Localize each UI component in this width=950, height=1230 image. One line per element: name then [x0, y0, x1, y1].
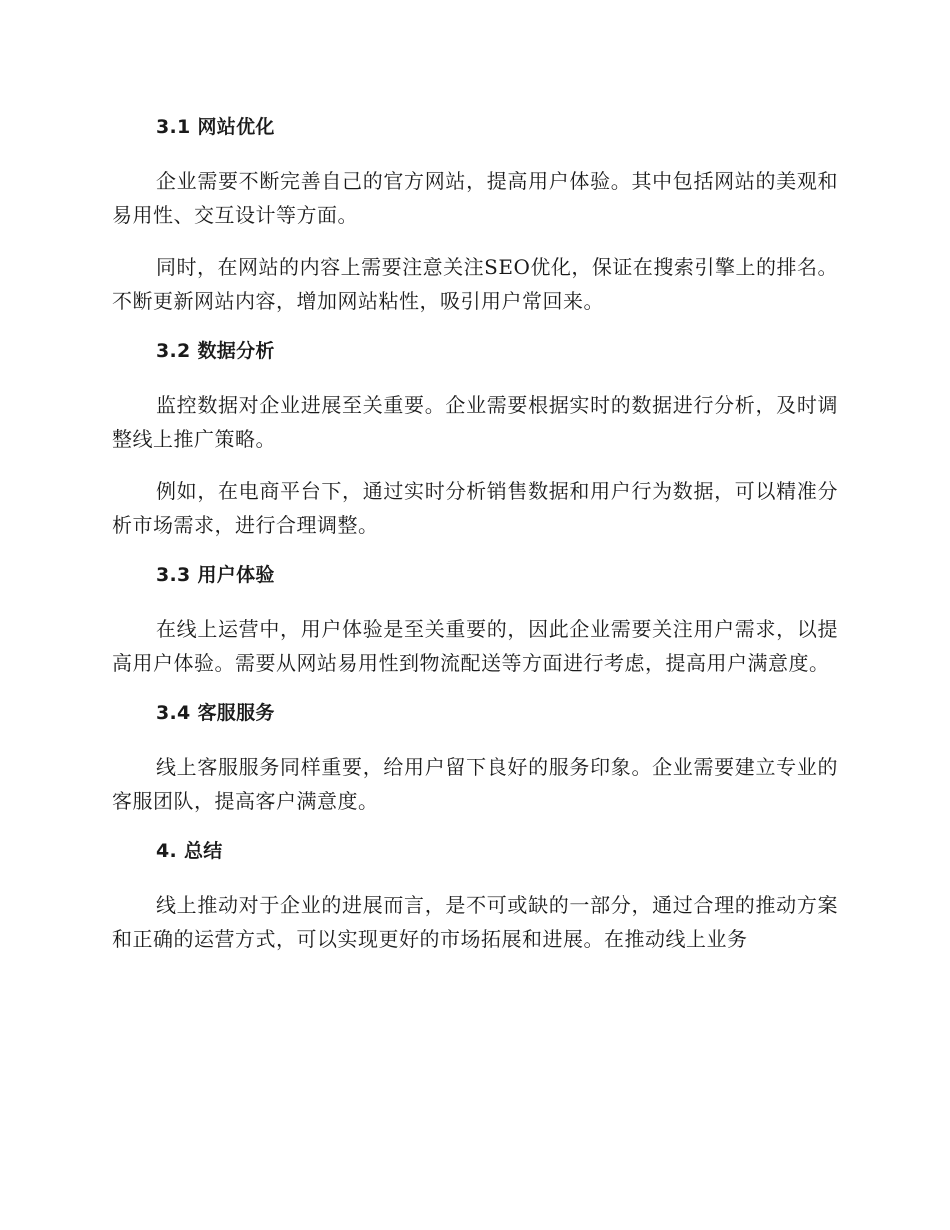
section-data-analysis: [112, 336, 838, 542]
paragraph: 例如，在电商平台下，通过实时分析销售数据和用户行为数据，可以精准分析市场需求，进行合理调整。: [112, 479, 838, 537]
section-heading: 4. 总结: [156, 840, 223, 862]
section-customer-service: [112, 698, 838, 818]
section-heading: 3.1 网站优化: [156, 116, 275, 138]
section-heading: 3.4 客服服务: [156, 702, 275, 724]
paragraph: 线上客服服务同样重要，给用户留下良好的服务印象。企业需要建立专业的客服团队，提高客户满意度。: [112, 755, 838, 813]
paragraph: 在线上运营中，用户体验是至关重要的，因此企业需要关注用户需求，以提高用户体验。需要从网站易用性到物流配送等方面进行考虑，提高用户满意度。: [112, 617, 838, 675]
section-summary: [112, 836, 838, 956]
section-heading: 3.2 数据分析: [156, 340, 275, 362]
paragraph: 企业需要不断完善自己的官方网站，提高用户体验。其中包括网站的美观和易用性、交互设计等方面。: [112, 169, 838, 227]
paragraph: 同时，在网站的内容上需要注意关注SEO优化，保证在搜索引擎上的排名。不断更新网站内容，增加网站粘性，吸引用户常回来。: [112, 255, 838, 313]
section-website-optimization: [112, 112, 838, 318]
paragraph: 线上推动对于企业的进展而言，是不可或缺的一部分，通过合理的推动方案和正确的运营方式，可以实现更好的市场拓展和进展。在推动线上业务: [112, 893, 838, 951]
section-heading: 3.3 用户体验: [156, 564, 275, 586]
section-user-experience: [112, 560, 838, 680]
paragraph: 监控数据对企业进展至关重要。企业需要根据实时的数据进行分析，及时调整线上推广策略。: [112, 393, 838, 451]
